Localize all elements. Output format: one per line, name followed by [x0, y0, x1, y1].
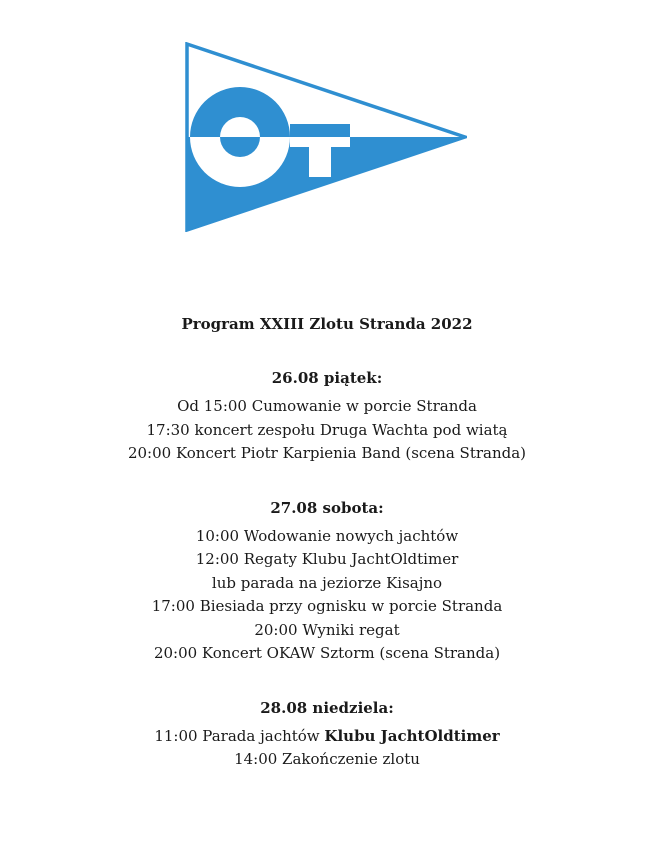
schedule-line: 17:00 Biesiada przy ognisku w porcie Stranda: [151, 597, 503, 615]
schedule-line: Od 15:00 Cumowanie w porcie Stranda: [177, 397, 477, 415]
day-heading: 28.08 niedziela:: [260, 698, 394, 717]
day-heading: 26.08 piątek:: [271, 369, 383, 387]
schedule-line: 10:00 Wodowanie nowych jachtów: [195, 526, 459, 545]
schedule-line: 14:00 Zakończenie zlotu: [234, 750, 420, 768]
schedule-line: 12:00 Regaty Klubu JachtOldtimer: [195, 550, 459, 568]
day-section-saturday: [0, 496, 654, 666]
schedule-line: 20:00 Wyniki regat: [254, 620, 400, 639]
schedule-line: 20:00 Koncert Piotr Karpienia Band (scena Stranda): [127, 444, 527, 462]
program-title: Program XXIII Zlotu Stranda 2022: [181, 315, 473, 333]
day-section-sunday: [0, 696, 654, 772]
schedule-line: lub parada na jeziorze Kisajno: [211, 573, 443, 592]
program-document: [0, 312, 654, 772]
schedule-line-bold: Klubu JachtOldtimer: [324, 726, 500, 745]
club-pennant-logo: [185, 42, 467, 232]
day-section-friday: [0, 366, 654, 466]
schedule-line: 20:00 Koncert OKAW Sztorm (scena Stranda): [153, 644, 501, 662]
day-heading: 27.08 sobota:: [270, 498, 384, 517]
schedule-line-prefix: 11:00 Parada jachtów: [154, 726, 325, 745]
schedule-line: 17:30 koncert zespołu Druga Wachta pod wiatą: [146, 420, 508, 439]
schedule-line: [0, 725, 654, 749]
